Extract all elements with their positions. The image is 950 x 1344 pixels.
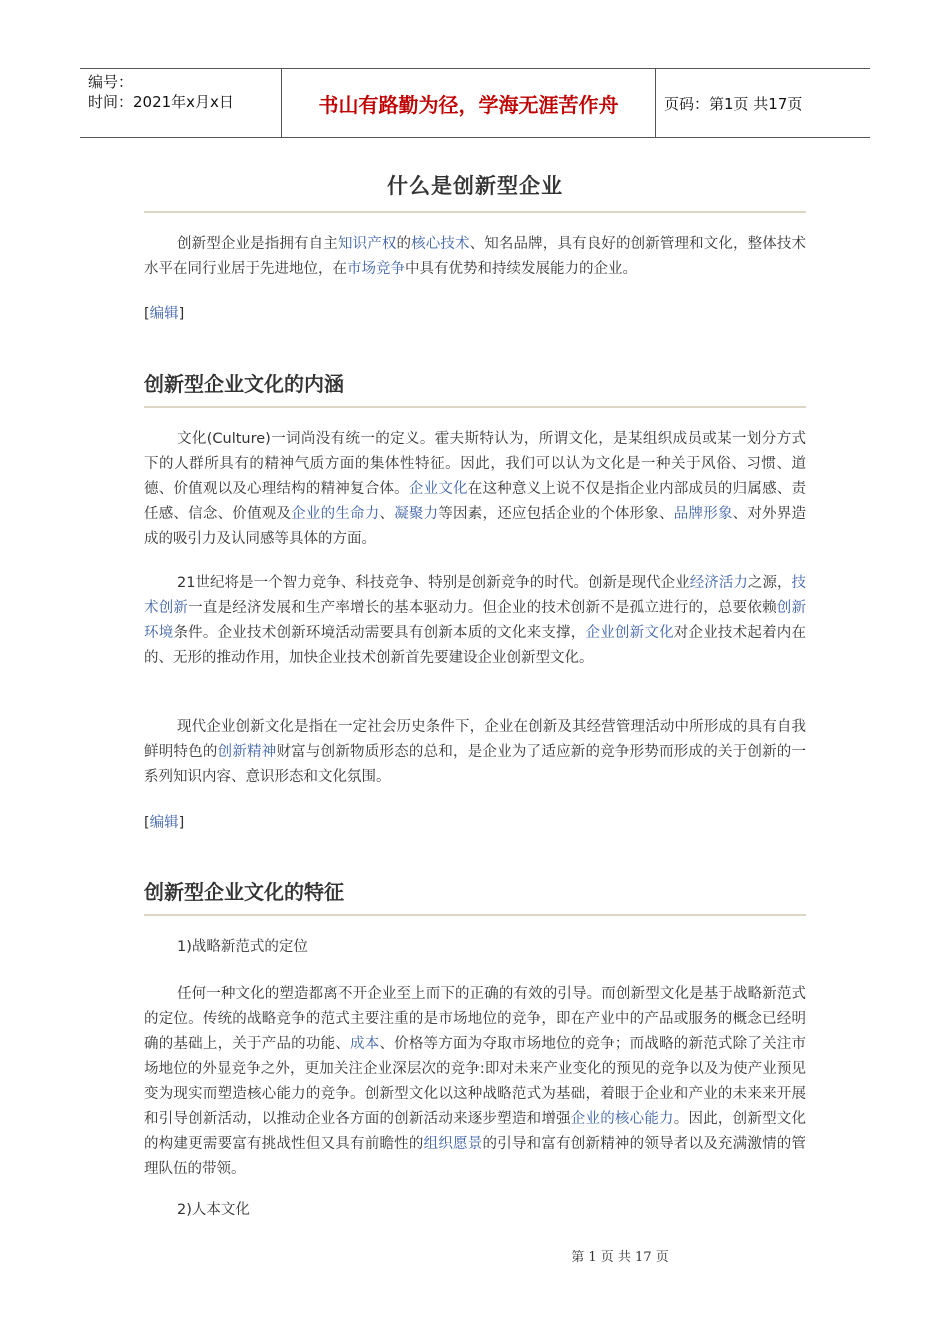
section1-paragraph-2: 21世纪将是一个智力竞争、科技竞争、特别是创新竞争的时代。创新是现代企业经济活力之源，技术创新一直是经济发展和生产率增长的基本驱动力。但企业的技术创新不是孤立进行的，总要依赖创新环境条件。企业技术创新环境活动需要具有创新本质的文化来支撑，企业创新文化对企业技术起着内在的、无形的推动作用，加快企业技术创新首先要建设企业创新型文化。	[144, 575, 807, 666]
edit-link-1[interactable]: 编辑	[149, 306, 179, 322]
section-heading-2: 创新型企业文化的特征	[144, 880, 344, 904]
title-divider	[144, 211, 806, 213]
link-innovation-spirit[interactable]: 创新精神	[217, 744, 277, 760]
link-core-tech[interactable]: 核心技术	[411, 236, 470, 252]
edit-marker-2: [编辑]	[144, 815, 185, 831]
link-core-competence[interactable]: 企业的核心能力	[570, 1111, 674, 1127]
page-footer: 第 1 页 共 17 页	[571, 1250, 669, 1265]
link-innovation-environment[interactable]: 创新环境	[144, 600, 807, 641]
link-org-vision[interactable]: 组织愿景	[423, 1136, 483, 1152]
header-motto: 书山有路勤为径，学海无涯苦作舟	[282, 69, 656, 137]
edit-link-2[interactable]: 编辑	[149, 815, 179, 831]
section-divider-2	[144, 914, 806, 916]
section2-item-1: 1)战略新范式的定位	[177, 939, 308, 955]
number-label: 编号：	[88, 73, 134, 91]
link-corporate-culture[interactable]: 企业文化	[408, 481, 468, 497]
edit-marker-1: [编辑]	[144, 306, 185, 322]
link-brand-image[interactable]: 品牌形象	[673, 506, 733, 522]
time-label: 时间：2021年x月x日	[88, 93, 234, 111]
link-vitality[interactable]: 企业的生命力	[291, 506, 380, 522]
link-tech-innovation[interactable]: 技术创新	[144, 575, 807, 616]
header-page-label: 页码：第1页 共17页	[664, 94, 803, 113]
header-table	[80, 68, 870, 138]
section-divider-1	[144, 406, 806, 408]
section2-item-2: 2)人本文化	[177, 1202, 250, 1218]
link-innovation-culture[interactable]: 企业创新文化	[585, 625, 674, 641]
link-ip[interactable]: 知识产权	[337, 236, 397, 252]
page-title: 什么是创新型企业	[387, 174, 563, 198]
link-cohesion[interactable]: 凝聚力	[394, 506, 439, 522]
section2-paragraph-1: 任何一种文化的塑造都离不开企业至上而下的正确的有效的引导。而创新型文化是基于战略新范式的定位。传统的战略竞争的范式主要注重的是市场地位的竞争，即在产业中的产品或服务的概念已经明确的基础上，关于产品的功能、成本、价格等方面为夺取市场地位的竞争；而战略的新范式除了关注市场地位的外显竞争之外，更加关注企业深层次的竞争:即对未来产业变化的预见的竞争以及为使产业预见变为现实而塑造核心能力的竞争。创新型文化以这种战略范式为基础，着眼于企业和产业的未来来开展和引导创新活动，以推动企业各方面的创新活动来逐步塑造和增强企业的核心能力。因此，创新型文化的构建更需要富有挑战性但又具有前瞻性的组织愿景的引导和富有创新精神的领导者以及充满激情的管理队伍的带领。	[144, 986, 807, 1177]
link-market-competition[interactable]: 市场竞争	[347, 261, 405, 277]
link-cost[interactable]: 成本	[350, 1036, 380, 1052]
header-meta	[80, 69, 282, 137]
section-heading-1: 创新型企业文化的内涵	[144, 372, 344, 396]
intro-paragraph: 创新型企业是指拥有自主知识产权的核心技术、知名品牌，具有良好的创新管理和文化，整体技术水平在同行业居于先进地位，在市场竞争中具有优势和持续发展能力的企业。	[144, 236, 807, 277]
section1-paragraph-1: 文化(Culture)一词尚没有统一的定义。霍夫斯特认为，所谓文化，是某组织成员或某一划分方式下的人群所具有的精神气质方面的集体性特征。因此，我们可以认为文化是一种关于风俗、习惯、道德、价值观以及心理结构的精神复合体。企业文化在这种意义上说不仅是指企业内部成员的归属感、责任感、信念、价值观及企业的生命力、凝聚力等因素，还应包括企业的个体形象、品牌形象、对外界造成的吸引力及认同感等具体的方面。	[144, 431, 807, 547]
section1-paragraph-3: 现代企业创新文化是指在一定社会历史条件下，企业在创新及其经营管理活动中所形成的具有自我鲜明特色的创新精神财富与创新物质形态的总和，是企业为了适应新的竞争形势而形成的关于创新的一系列知识内容、意识形态和文化氛围。	[144, 719, 807, 785]
link-economic-vitality[interactable]: 经济活力	[689, 575, 748, 591]
